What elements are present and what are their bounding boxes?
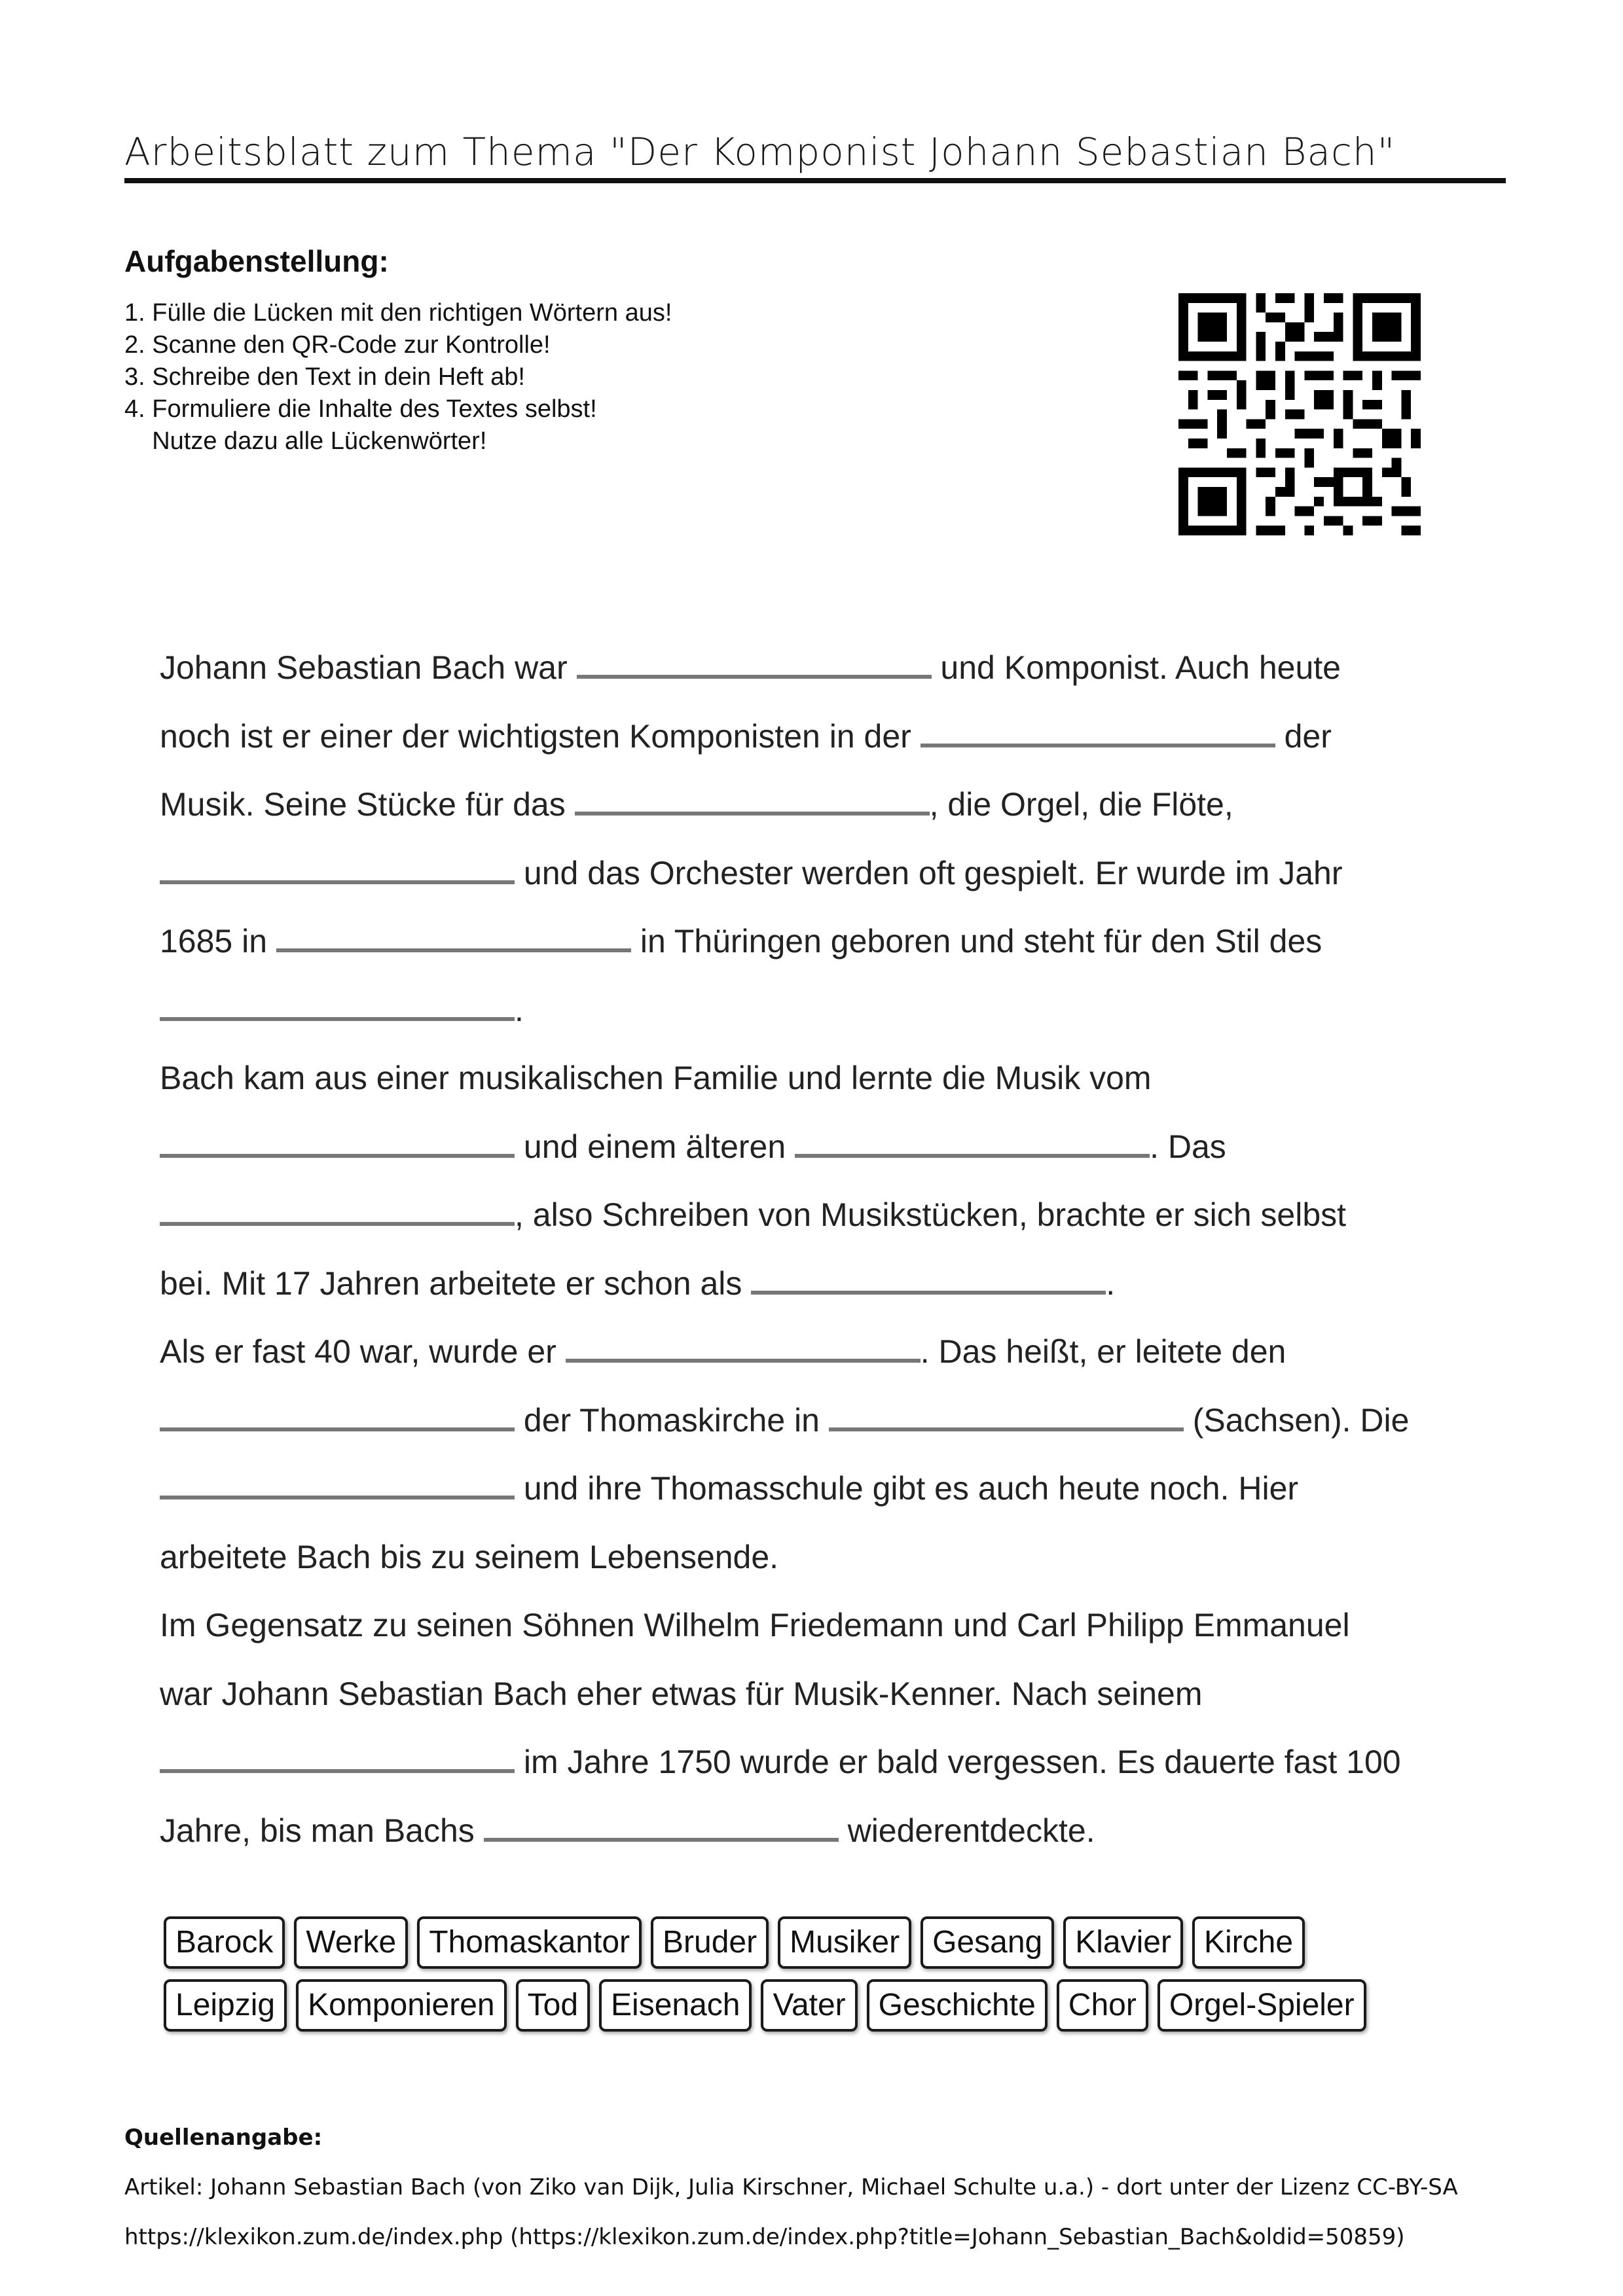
word-chip[interactable]: Thomaskantor xyxy=(417,1916,642,1969)
text-line: und ihre Thomasschule gibt es auch heute noch. Hier xyxy=(160,1454,1495,1523)
blank-field[interactable] xyxy=(795,1147,1150,1158)
blank-field[interactable] xyxy=(160,1489,515,1499)
word-bank-row xyxy=(164,1979,1473,2032)
blank-field[interactable] xyxy=(160,1763,515,1773)
word-chip[interactable]: Eisenach xyxy=(599,1979,752,2032)
word-chip[interactable]: Leipzig xyxy=(164,1979,287,2032)
word-chip[interactable]: Klavier xyxy=(1063,1916,1183,1969)
text-line: im Jahre 1750 wurde er bald vergessen. Es dauerte fast 100 xyxy=(160,1728,1495,1797)
text-line: , also Schreiben von Musikstücken, brachte er sich selbst xyxy=(160,1181,1495,1249)
blank-field[interactable] xyxy=(577,668,932,679)
word-chip[interactable]: Chor xyxy=(1057,1979,1148,2032)
blank-field[interactable] xyxy=(751,1284,1106,1295)
text-line: der Thomaskirche in (Sachsen). Die xyxy=(160,1386,1495,1455)
word-bank xyxy=(164,1916,1473,2042)
text-line: arbeitete Bach bis zu seinem Lebensende. xyxy=(160,1538,779,1575)
text-line: Musik. Seine Stücke für das , die Orgel, die Flöte, xyxy=(160,786,1233,823)
word-chip[interactable]: Geschichte xyxy=(867,1979,1048,2032)
blank-field[interactable] xyxy=(160,1215,515,1226)
word-chip[interactable]: Musiker xyxy=(778,1916,911,1969)
word-chip[interactable]: Orgel-Spieler xyxy=(1158,1979,1366,2032)
text-line: Johann Sebastian Bach war und Komponist. Auch heute xyxy=(160,649,1341,686)
word-chip[interactable]: Gesang xyxy=(921,1916,1054,1969)
sources-heading: Quellenangabe: xyxy=(124,2125,323,2151)
blank-field[interactable] xyxy=(160,1147,515,1158)
task-heading: Aufgabenstellung: xyxy=(124,244,389,278)
word-chip[interactable]: Kirche xyxy=(1192,1916,1305,1969)
text-line: 1685 in in Thüringen geboren und steht für den Stil des xyxy=(160,923,1322,960)
source-citation: Artikel: Johann Sebastian Bach (von Ziko van Dijk, Julia Kirschner, Michael Schulte u.a.) - dort unter der Lizenz CC-BY-SA xyxy=(124,2174,1458,2200)
word-chip[interactable]: Werke xyxy=(294,1916,408,1969)
blank-field[interactable] xyxy=(160,1011,515,1021)
blank-field[interactable] xyxy=(160,1421,515,1431)
word-bank-row xyxy=(164,1916,1473,1969)
task-item: 3. Schreibe den Text in dein Heft ab! xyxy=(124,363,525,391)
blank-field[interactable] xyxy=(921,737,1275,747)
text-line: und das Orchester werden oft gespielt. Er wurde im Jahr xyxy=(160,839,1495,908)
blank-field[interactable] xyxy=(276,942,631,952)
task-item: 1. Fülle die Lücken mit den richtigen Wörtern aus! xyxy=(124,299,672,327)
task-item: Nutze dazu alle Lückenwörter! xyxy=(124,427,487,455)
task-list xyxy=(124,297,672,457)
blank-field[interactable] xyxy=(484,1831,839,1842)
word-chip[interactable]: Tod xyxy=(516,1979,590,2032)
sources-section xyxy=(124,2113,1458,2262)
task-item: 2. Scanne den QR-Code zur Kontrolle! xyxy=(124,331,551,359)
blank-field[interactable] xyxy=(829,1421,1184,1431)
cloze-text xyxy=(160,634,1495,1865)
word-chip[interactable]: Komponieren xyxy=(296,1979,507,2032)
text-line: Im Gegensatz zu seinen Söhnen Wilhelm Friedemann und Carl Philipp Emmanuel xyxy=(160,1607,1350,1643)
text-line: . xyxy=(160,976,1495,1045)
blank-field[interactable] xyxy=(160,874,515,884)
task-item: 4. Formuliere die Inhalte des Textes selbst! xyxy=(124,395,597,423)
text-line: und einem älteren . Das xyxy=(160,1113,1495,1181)
text-line: bei. Mit 17 Jahren arbeitete er schon als . xyxy=(160,1265,1116,1302)
word-chip[interactable]: Barock xyxy=(164,1916,285,1969)
source-url[interactable]: https://klexikon.zum.de/index.php (https://klexikon.zum.de/index.php?title=Johann_Sebastian_Bach&oldid=50859) xyxy=(124,2224,1405,2250)
blank-field[interactable] xyxy=(566,1352,921,1363)
word-chip[interactable]: Vater xyxy=(761,1979,857,2032)
blank-field[interactable] xyxy=(575,805,930,816)
worksheet-title: Arbeitsblatt zum Thema "Der Komponist Johann Sebastian Bach" xyxy=(124,130,1506,183)
text-line: Bach kam aus einer musikalischen Familie und lernte die Musik vom xyxy=(160,1060,1152,1096)
text-line: noch ist er einer der wichtigsten Komponisten in der der xyxy=(160,717,1332,755)
text-line: Jahre, bis man Bachs wiederentdeckte. xyxy=(160,1812,1095,1849)
qr-code-icon[interactable] xyxy=(1178,293,1421,535)
word-chip[interactable]: Bruder xyxy=(651,1916,769,1969)
text-line: war Johann Sebastian Bach eher etwas für Musik-Kenner. Nach seinem xyxy=(160,1675,1203,1712)
text-line: Als er fast 40 war, wurde er . Das heißt, er leitete den xyxy=(160,1333,1286,1370)
